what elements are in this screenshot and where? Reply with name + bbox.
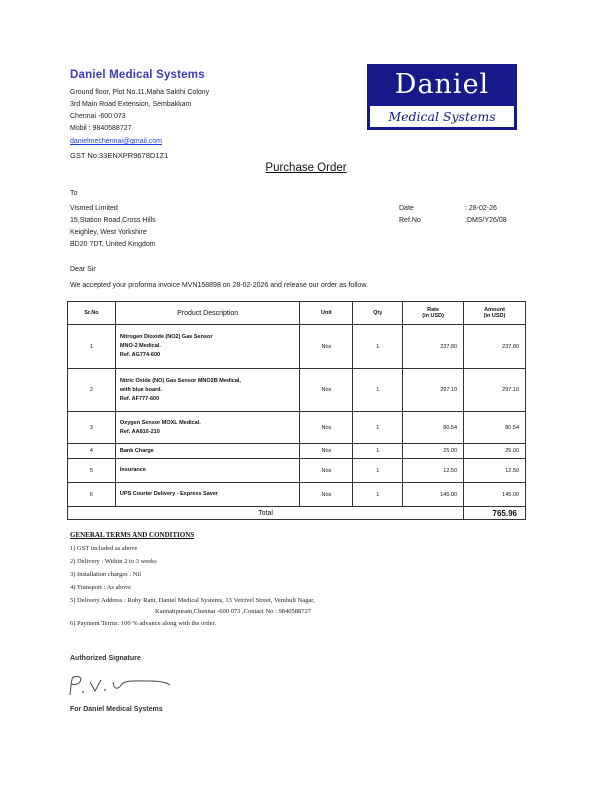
total-row [68,507,526,520]
date-label: Date [399,205,414,212]
row-desc-line: Nitric Oxide (NO) Gas Sensor MNO2B Medical, [119,377,241,384]
table-header-row [68,302,526,325]
term-item: 2) Delivery : Within 2 to 3 weeks [70,558,157,565]
row-desc-line: Ref. AG774-600 [119,352,161,358]
row-unit: Nos [300,412,353,444]
row-amount: 25.00 [464,444,526,459]
table-row [68,483,526,507]
header-amount-currency: (in USD) [483,313,506,319]
row-rate: 145.00 [403,483,464,507]
to-label: To [70,190,78,197]
table-row [68,459,526,483]
row-desc-line: Ref. AF777-600 [119,395,160,402]
items-table [67,301,526,520]
ref-label: Ref.No [399,217,421,224]
term-item: 1) GST included as above [70,545,138,552]
row-qty: 1 [353,412,403,444]
row-unit: Nos [300,369,353,412]
header-amount-label: Amount [484,307,505,313]
row-amount: 80.54 [464,412,526,444]
total-label: Total [68,507,464,520]
row-rate: 12.50 [403,459,464,483]
row-desc-line: with blue board. [119,386,163,393]
row-qty: 1 [353,369,403,412]
authorized-signature-label: Authorized Signature [70,655,141,662]
address-line-1: Ground floor, Plot No.11,Maha Sakthi Colony [70,89,210,96]
page-title: Purchase Order [265,162,347,174]
terms-title: GENERAL TERMS AND CONDITIONS [70,531,195,539]
row-qty: 1 [353,325,403,369]
logo-wordmark: Daniel [367,64,517,106]
row-sno: 1 [68,325,116,369]
company-email-link[interactable]: danielmechennai@gmail.com [70,138,162,145]
row-description: UPS Courier Delivery - Express Saver [115,483,300,507]
table-row [68,412,526,444]
total-value: 765.96 [464,507,526,520]
handwritten-signature [66,671,186,701]
row-rate: 80.54 [403,412,464,444]
row-unit: Nos [300,325,353,369]
company-logo [367,64,517,130]
header-rate [403,302,464,325]
row-rate: 25.00 [403,444,464,459]
row-sno: 4 [68,444,116,459]
row-unit: Nos [300,459,353,483]
address-line-3: Chennai -600 073 [70,113,126,120]
row-amount: 145.00 [464,483,526,507]
recipient-line-1: Vismed Limited [70,205,118,212]
row-desc-line: Oxygen Sensor MOXL Medical. [119,419,201,426]
header-sno: Sr.No [68,302,116,325]
address-line-4: Mobil : 9840588727 [70,125,132,132]
recipient-line-4: BD20 7DT, United Kingdom [70,241,156,248]
row-description [115,325,300,369]
row-sno: 2 [68,369,116,412]
address-line-2: 3rd Main Road Extension, Sembakkam [70,101,192,108]
row-unit: Nos [300,444,353,459]
row-sno: 5 [68,459,116,483]
row-desc-line: Nitrogen Dioxide (NO2) Gas Sensor [119,334,213,340]
term-item: 3) Installation charges : Nil [70,571,142,578]
salutation: Dear Sir [70,266,96,273]
table-row [68,369,526,412]
row-description [115,369,300,412]
row-sno: 6 [68,483,116,507]
header-description: Product Description [115,302,300,325]
row-unit: Nos [300,483,353,507]
row-desc-line: MNO-2 Medical. [119,343,161,349]
company-name: Daniel Medical Systems [70,69,205,81]
row-amount: 12.50 [464,459,526,483]
header-rate-label: Rate [427,307,440,313]
row-rate: 297.10 [403,369,464,412]
recipient-line-3: Keighley, West Yorkshire [70,229,147,236]
term-item: 5) Delivery Address : Ruby Rani, Daniel Medical Systems, 13 Vetrivel Street, Vembuli Nagar, [70,597,315,604]
row-description: Insurance [115,459,300,483]
row-desc-line: Ref. AA810-210 [119,428,160,435]
row-qty: 1 [353,483,403,507]
row-description: Bank Charge [115,444,300,459]
row-amount: 237.80 [464,325,526,369]
date-value: : 28-02-26 [465,205,497,212]
recipient-line-2: 15,Station Road,Cross Hills [70,217,156,224]
row-qty: 1 [353,459,403,483]
row-qty: 1 [353,444,403,459]
ref-value: :DMS/Y26/08 [465,217,507,224]
for-company-label: For Daniel Medical Systems [70,706,163,713]
row-rate: 237.80 [403,325,464,369]
logo-subtitle: Medical Systems [370,106,514,127]
header-qty: Qty [353,302,403,325]
table-row [68,444,526,459]
row-sno: 3 [68,412,116,444]
intro-text: We accepted your proforma invoice MVN158898 on 28-02-2026 and release our order as follow. [70,282,368,289]
term-item: 6) Payment Terms: 100 % advance along with the order. [70,620,216,627]
row-amount: 297.10 [464,369,526,412]
header-unit: Unit [300,302,353,325]
header-rate-currency: (in USD) [422,313,444,319]
term-item: 4) Transport : As above [70,584,132,591]
header-amount [464,302,526,325]
row-description [115,412,300,444]
gst-number: GST No:33ENXPR9678D1Z1 [70,151,169,160]
term-item: Kannatipuram,Chennai -600 073 ,Contact No : 9840588727 [155,608,311,615]
table-row [68,325,526,369]
